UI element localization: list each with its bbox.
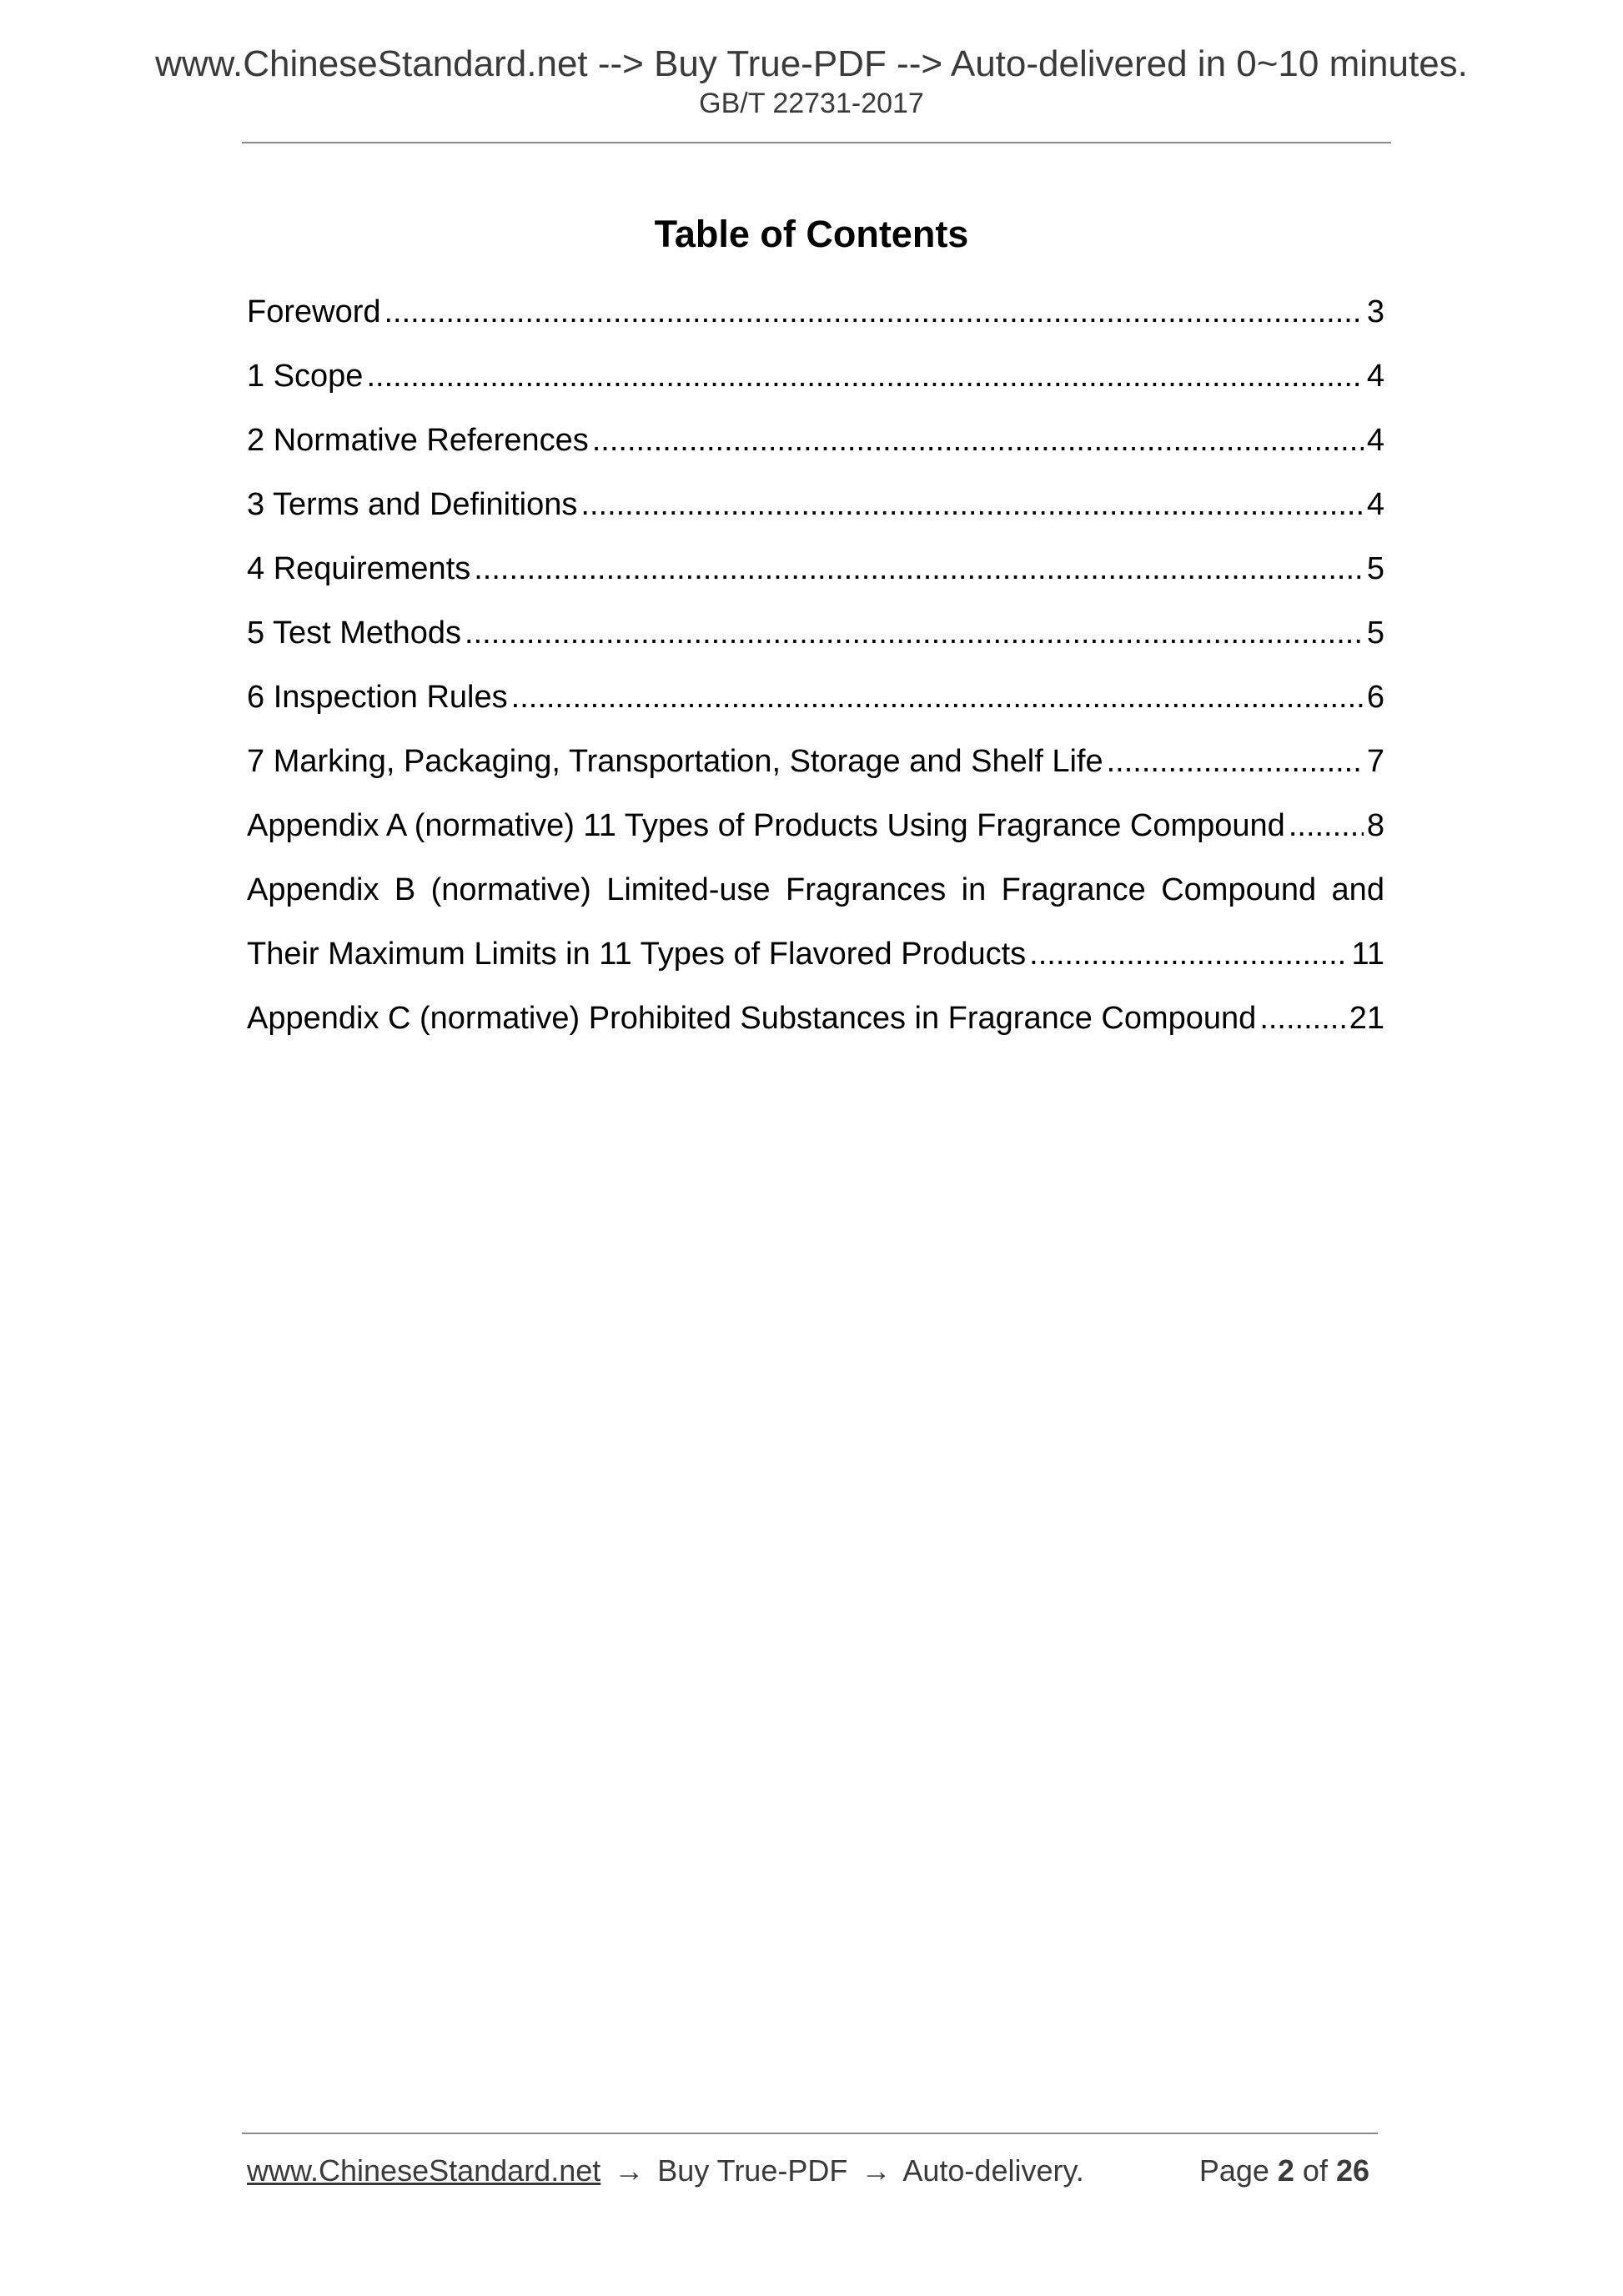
dot-leader	[1259, 993, 1345, 1043]
toc-entry-page: 8	[1366, 808, 1384, 843]
toc-entry-title: Appendix A (normative) 11 Types of Products Using Fragrance Compound	[247, 808, 1285, 843]
document-code: GB/T 22731-2017	[699, 88, 924, 119]
toc-entry-inspection-rules[interactable]	[247, 672, 1384, 736]
toc-entry-scope[interactable]	[247, 351, 1384, 415]
toc-entry-normative-references[interactable]	[247, 415, 1384, 480]
dot-leader	[511, 672, 1364, 722]
dot-leader	[580, 480, 1363, 530]
dot-leader	[1289, 801, 1364, 851]
toc-entry-title: Foreword	[247, 294, 381, 329]
toc-entry-title: Appendix C (normative) Prohibited Substances in Fragrance Compound	[247, 1001, 1257, 1036]
toc-word: Fragrance	[1001, 872, 1146, 907]
dot-leader	[1029, 929, 1348, 979]
dot-leader	[474, 544, 1364, 594]
of-label: of	[1302, 2153, 1328, 2188]
toc-entry-page: 4	[1366, 423, 1384, 458]
toc-word: and	[1331, 872, 1384, 907]
toc-word: Compound	[1161, 872, 1317, 907]
toc-entry-title: 4 Requirements	[247, 551, 471, 586]
toc-entry-page: 4	[1366, 359, 1384, 394]
toc-entry-title: 1 Scope	[247, 359, 364, 394]
toc-entry-page: 3	[1366, 294, 1384, 329]
dot-leader	[1107, 736, 1364, 786]
toc-entry-title: 6 Inspection Rules	[247, 680, 508, 715]
toc-entry-appendix-a[interactable]	[247, 801, 1384, 865]
toc-entry-terms-definitions[interactable]	[247, 480, 1384, 544]
toc-word: Fragrances	[786, 872, 947, 907]
toc-title: Table of Contents	[654, 213, 969, 255]
arrow-right-icon: →	[614, 2153, 645, 2188]
dot-leader	[592, 415, 1364, 465]
toc-entry-page: 21	[1349, 1001, 1384, 1036]
toc-word: Appendix	[247, 872, 379, 907]
dot-leader	[366, 351, 1363, 401]
toc-word: B	[394, 872, 416, 907]
toc-entry-marking-packaging[interactable]	[247, 736, 1384, 801]
toc-entry-page: 5	[1366, 551, 1384, 586]
toc-entry-appendix-c[interactable]	[247, 993, 1384, 1058]
toc-entry-title: Their Maximum Limits in 11 Types of Flavored Products	[247, 937, 1027, 972]
toc-entry-page: 11	[1351, 937, 1384, 972]
header-banner: www.ChineseStandard.net --> Buy True-PDF --> Auto-delivered in 0~10 minutes.	[155, 43, 1468, 84]
footer	[247, 2153, 1378, 2188]
dot-leader	[465, 608, 1364, 658]
total-pages-number: 26	[1335, 2153, 1369, 2188]
toc-entry-appendix-b-line2[interactable]	[247, 929, 1384, 993]
footer-buy-text: Buy True-PDF	[657, 2153, 848, 2188]
footer-divider	[242, 2133, 1378, 2134]
toc-entry-title: 7 Marking, Packaging, Transportation, Storage and Shelf Life	[247, 744, 1103, 779]
toc-entry-page: 4	[1366, 487, 1384, 522]
toc-entry-page: 6	[1366, 680, 1384, 715]
toc-entry-requirements[interactable]	[247, 544, 1384, 608]
toc-entry-test-methods[interactable]	[247, 608, 1384, 672]
toc-entry-title: 3 Terms and Definitions	[247, 487, 578, 522]
page-label: Page	[1198, 2153, 1269, 2188]
toc-entry-page: 7	[1366, 744, 1384, 779]
toc-entry-title: 5 Test Methods	[247, 615, 462, 651]
toc-entry-title: 2 Normative References	[247, 423, 589, 458]
current-page-number: 2	[1277, 2153, 1294, 2188]
arrow-right-icon: →	[861, 2153, 892, 2188]
toc-word: Limited-use	[606, 872, 771, 907]
toc-word: in	[961, 872, 987, 907]
header-divider	[242, 142, 1391, 143]
dot-leader	[384, 287, 1364, 337]
toc-entry-page: 5	[1366, 615, 1384, 651]
toc-word: (normative)	[430, 872, 591, 907]
toc-entry-foreword[interactable]	[247, 287, 1384, 351]
footer-delivery-text: Auto-delivery.	[902, 2153, 1084, 2188]
page-indicator	[1199, 2153, 1378, 2188]
toc-entry-appendix-b-line1[interactable]	[247, 865, 1384, 929]
toc-list	[247, 287, 1384, 1058]
footer-site-link[interactable]: www.ChineseStandard.net	[247, 2153, 601, 2188]
